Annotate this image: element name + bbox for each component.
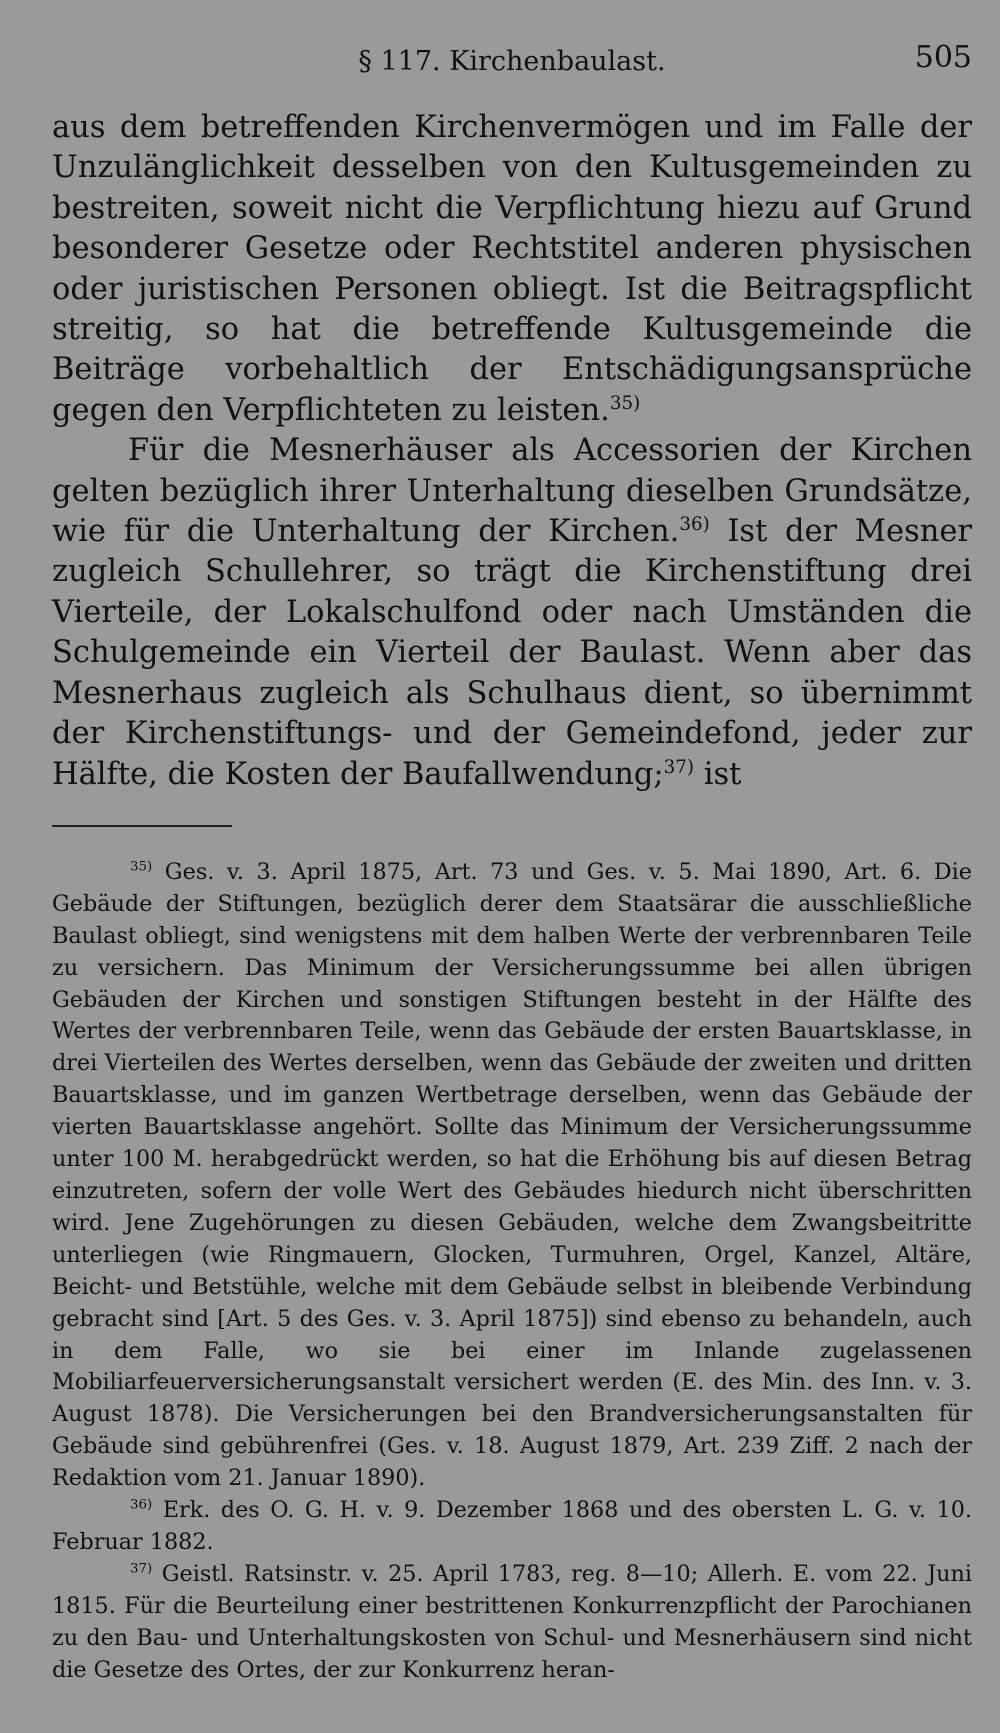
footnote-ref-37: 37) <box>663 756 695 778</box>
footnote-marker: 35) <box>130 859 153 875</box>
footnote-divider <box>52 825 232 827</box>
footnote-text: Ges. v. 3. April 1875, Art. 73 und Ges. v. 5. Mai 1890, Art. 6. Die Gebäude der Stiftungen, bezüglich derer dem Staatsärar die ausschließliche Baulast obliegt, sind wenigstens mit dem halben Werte der verbrennbaren Teile zu versichern. Das Minimum der Versicherungssumme bei allen übrigen Gebäuden der Kirchen und sonstigen Stiftungen besteht in der Hälfte des Wertes der verbrennbaren Teile, wenn das Gebäude der ersten Bauartsklasse, in drei Vierteilen des Wertes derselben, wenn das Gebäude der zweiten und dritten Bauartsklasse, und im ganzen Wertbetrage derselben, wenn das Gebäude der vierten Bauartsklasse angehört. Sollte das Minimum der Versicherungssumme unter 100 M. herabgedrückt werden, so hat die Erhöhung bis auf diesen Betrag einzutreten, sofern der volle Wert des Gebäudes hiedurch nicht überschritten wird. Jene Zugehörungen zu diesen Gebäuden, welche dem Zwangsbeitritte unterliegen (wie Ringmauern, Glocken, Turmuhren, Orgel, Kanzel, Altäre, Beicht- und Betstühle, welche mit dem Gebäude selbst in bleibende Verbindung gebracht sind [Art. 5 des Ges. v. 3. April 1875]) sind ebenso zu behandeln, auch in dem Falle, wo sie bei einer im Inlande zugelassenen Mobiliarfeuerversicherungsanstalt versichert werden (E. des Min. des Inn. v. 3. August 1878). Die Versicherungen bei den Brandversicherungsanstalten für Gebäude sind gebührenfrei (Ges. v. 18. August 1879, Art. 239 Ziff. 2 nach der Redaktion vom 21. Januar 1890). <box>52 858 972 1492</box>
footnote-marker: 37) <box>130 1561 153 1577</box>
footnote-text: Geistl. Ratsinstr. v. 25. April 1783, reg. 8—10; Allerh. E. vom 22. Juni 1815. Für die Beurteilung einer bestrittenen Konkurrenzpflicht der Parochianen zu den Bau- und Unterhaltungskosten von Schul- und Mesnerhäusern sind nicht die Gesetze des Ortes, der zur Konkurrenz heran- <box>52 1560 972 1683</box>
paragraph-1-text: aus dem betreffenden Kirchenvermögen und im Falle der Unzulänglichkeit desselben von den Kultusgemeinden zu bestreiten, soweit nicht die Verpflichtung hiezu auf Grund besonderer Gesetze oder Rechtstitel anderen physischen oder juristischen Personen obliegt. Ist die Beitragspflicht streitig, so hat die betreffende Kultusgemeinde die Beiträge vorbehaltlich der Entschädigungsansprüche gegen den Verpflichteten zu leisten. <box>52 110 972 428</box>
footnotes <box>52 857 972 1687</box>
book-page <box>52 40 972 1686</box>
footnote-35 <box>52 857 972 1495</box>
footnote-37 <box>52 1559 972 1687</box>
paragraph-2 <box>52 431 972 795</box>
footnote-marker: 36) <box>130 1497 153 1513</box>
main-text <box>52 108 972 795</box>
page-number: 505 <box>914 40 972 75</box>
paragraph-2-text-b: Ist der Mesner zugleich Schullehrer, so trägt die Kirchenstiftung drei Vierteile, der Lokalschulfond oder nach Umständen die Schulgemeinde ein Vierteil der Baulast. Wenn aber das Mesnerhaus zugleich als Schulhaus dient, so übernimmt der Kirchenstiftungs- und der Gemeindefond, jeder zur Hälfte, die Kosten der Baufallwendung; <box>52 514 973 792</box>
footnote-ref-36: 36) <box>679 513 710 535</box>
running-title: § 117. Kirchenbaulast. <box>358 46 666 77</box>
footnote-36 <box>52 1495 972 1559</box>
paragraph-2-text-c: ist <box>694 756 742 792</box>
page-header <box>52 40 972 90</box>
paragraph-2-text-a: Für die Mesnerhäuser als Accessorien der Kirchen gelten bezüglich ihrer Unterhaltung dieselben Grundsätze, wie für die Unterhaltung der Kirchen. <box>52 433 972 550</box>
footnote-text: Erk. des O. G. H. v. 9. Dezember 1868 und des obersten L. G. v. 10. Februar 1882. <box>52 1497 972 1555</box>
footnote-ref-35: 35) <box>609 392 641 414</box>
paragraph-1 <box>52 108 972 431</box>
